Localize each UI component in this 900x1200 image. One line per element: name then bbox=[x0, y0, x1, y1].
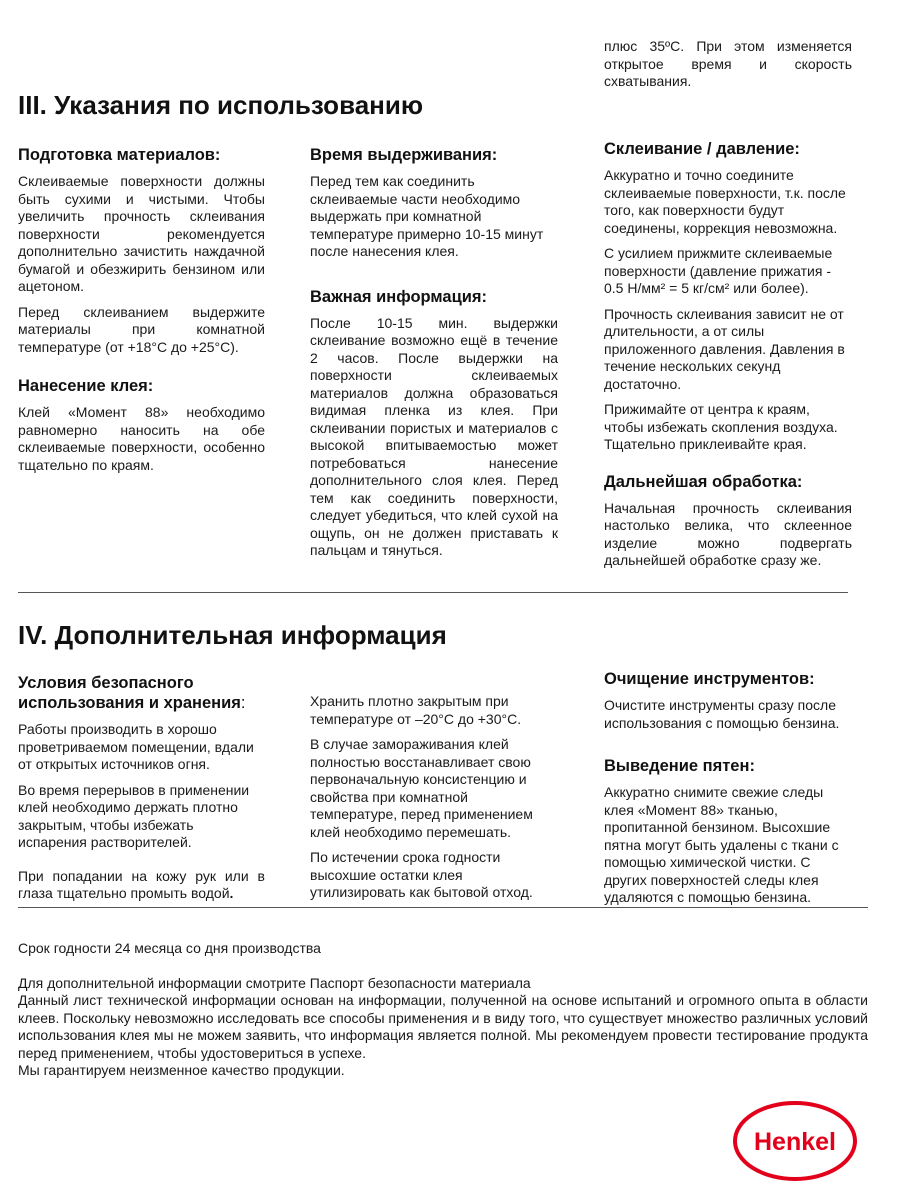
henkel-logo-text: Henkel bbox=[754, 1128, 836, 1156]
storage-paragraph-1: Хранить плотно закрытым при температуре от –20°C до +30°C. bbox=[310, 693, 522, 727]
carry-over-text: плюс 35ºC. При этом изменяется открытое время и скорость схватывания. bbox=[604, 38, 852, 89]
shelf-life-text: Срок годности 24 месяца со дня производства bbox=[18, 940, 321, 956]
henkel-logo bbox=[732, 1100, 858, 1182]
storage-paragraph-2: В случае замораживания клей полностью восстанавливает свою первоначальную консистенцию и свойства при комнатной температуре, перед применением клей необходимо перемешать. bbox=[310, 736, 533, 840]
waiting-time-heading: Время выдерживания: bbox=[310, 146, 498, 164]
section-3-title: III. Указания по использованию bbox=[18, 90, 424, 120]
waiting-time-paragraph: Перед тем как соединить склеиваемые части необходимо выдержать при комнатной температуре примерно 10-15 минут после нанесения клея. bbox=[310, 173, 544, 259]
section-4-title: IV. Дополнительная информация bbox=[18, 620, 447, 650]
preparation-paragraph-2: Перед склеиванием выдержите материалы при комнатной температуре (от +18°C до +25°C). bbox=[18, 303, 265, 355]
further-processing-paragraph: Начальная прочность склеивания настолько велика, что склеенное изделие можно подвергать дальнейшей обработке сразу же. bbox=[604, 499, 852, 568]
footer-divider bbox=[18, 907, 868, 908]
safe-use-storage-heading bbox=[18, 673, 265, 713]
storage-paragraph-3: По истечении срока годности высохшие остатки клея утилизировать как бытовой отход. bbox=[310, 849, 533, 900]
stain-removal-paragraph: Аккуратно снимите свежие следы клея «Момент 88» тканью, пропитанной бензином. Высохшие пятна могут быть удалены с ткани с помощью химической чистки. С других поверхностей следы клея удаляются с помощью бензина. bbox=[604, 784, 839, 905]
bonding-paragraph-1: Аккуратно и точно соедините склеиваемые поверхности, т.к. после того, как поверхности будут соединены, коррекция невозможна. bbox=[604, 167, 846, 236]
section-4-column-2 bbox=[310, 693, 558, 910]
safe-use-paragraph-1: Работы производить в хорошо проветриваемом помещении, вдали от открытых источников огня. bbox=[18, 721, 254, 772]
bonding-paragraph-4: Прижимайте от центра к краям, чтобы избежать скопления воздуха. Тщательно приклеивайте края. bbox=[604, 401, 838, 452]
section-4-column-1 bbox=[18, 673, 265, 911]
preparation-paragraph-1: Склеиваемые поверхности должны быть сухими и чистыми. Чтобы увеличить прочность склеивания поверхности рекомендуется дополнительно зачистить наждачной бумагой и обезжирить бензином или ацетоном. bbox=[18, 173, 265, 294]
footer-line-1: Для дополнительной информации смотрите Паспорт безопасности материала bbox=[18, 974, 531, 991]
safe-use-paragraph-3-text: При попадании на кожу рук или в глаза тщательно промыть водой bbox=[18, 867, 265, 901]
safe-use-paragraph-2: Во время перерывов в применении клей необходимо держать плотно закрытым, чтобы избежать испарения растворителей. bbox=[18, 781, 250, 850]
application-heading: Нанесение клея: bbox=[18, 377, 154, 395]
application-paragraph: Клей «Момент 88» необходимо равномерно наносить на обе склеиваемые поверхности, особенно тщательно по краям. bbox=[18, 404, 265, 473]
carry-over-text-block bbox=[604, 38, 852, 99]
further-processing-heading: Дальнейшая обработка: bbox=[604, 472, 803, 491]
footer-line-3: Мы гарантируем неизменное качество продукции. bbox=[18, 1062, 345, 1078]
preparation-heading: Подготовка материалов: bbox=[18, 146, 221, 164]
safe-use-storage-heading-colon: : bbox=[240, 694, 246, 712]
section-3-column-3 bbox=[604, 139, 852, 578]
tool-cleaning-heading: Очищение инструментов: bbox=[604, 670, 815, 688]
section-3-column-1 bbox=[18, 145, 265, 482]
important-info-paragraph: После 10-15 мин. выдержки склеивание возможно ещё в течение 2 часов. После выдержки на поверхности склеиваемых материалов должна образоваться видимая пленка из клея. При склеивании пористых и материалов с высокой впитываемостью может потребоваться нанесение дополнительного слоя клея. Перед тем как соединить поверхности, следует убедиться, что клей сухой на ощупь, он не должен приставать к пальцам и тянуться. bbox=[310, 314, 558, 558]
tool-cleaning-paragraph: Очистите инструменты сразу после использования с помощью бензина. bbox=[604, 697, 840, 731]
important-info-heading: Важная информация: bbox=[310, 287, 487, 306]
section-divider bbox=[18, 592, 848, 593]
section-3-column-2 bbox=[310, 145, 558, 568]
safe-use-paragraph-3-period: . bbox=[229, 885, 234, 901]
stain-removal-heading: Выведение пятен: bbox=[604, 757, 755, 775]
bonding-paragraph-3: Прочность склеивания зависит не от длительности, а от силы приложенного давления. Давления в течение нескольких секунд достаточно. bbox=[604, 305, 845, 392]
footer bbox=[18, 940, 868, 1080]
section-4-column-3 bbox=[604, 669, 852, 915]
safe-use-paragraph-3 bbox=[18, 868, 265, 903]
bonding-paragraph-2: С усилием прижмите склеиваемые поверхности (давление прижатия - 0.5 Н/мм² = 5 кг/см² или более). bbox=[604, 245, 833, 296]
safe-use-storage-heading-text: Условия безопасного использования и хранения bbox=[18, 674, 241, 712]
footer-line-2: Данный лист технической информации основан на информации, полученной на основе испытаний и огромного опыта в области клеев. Поскольку невозможно исследовать все способы применения и в виду того, что существует множество различных условий использования клея мы не можем заявить, что информация является полной. Мы рекомендуем провести тестирование продукта перед применением, чтобы удостовериться в успехе. bbox=[18, 992, 868, 1061]
bonding-pressure-heading: Склеивание / давление: bbox=[604, 140, 800, 158]
